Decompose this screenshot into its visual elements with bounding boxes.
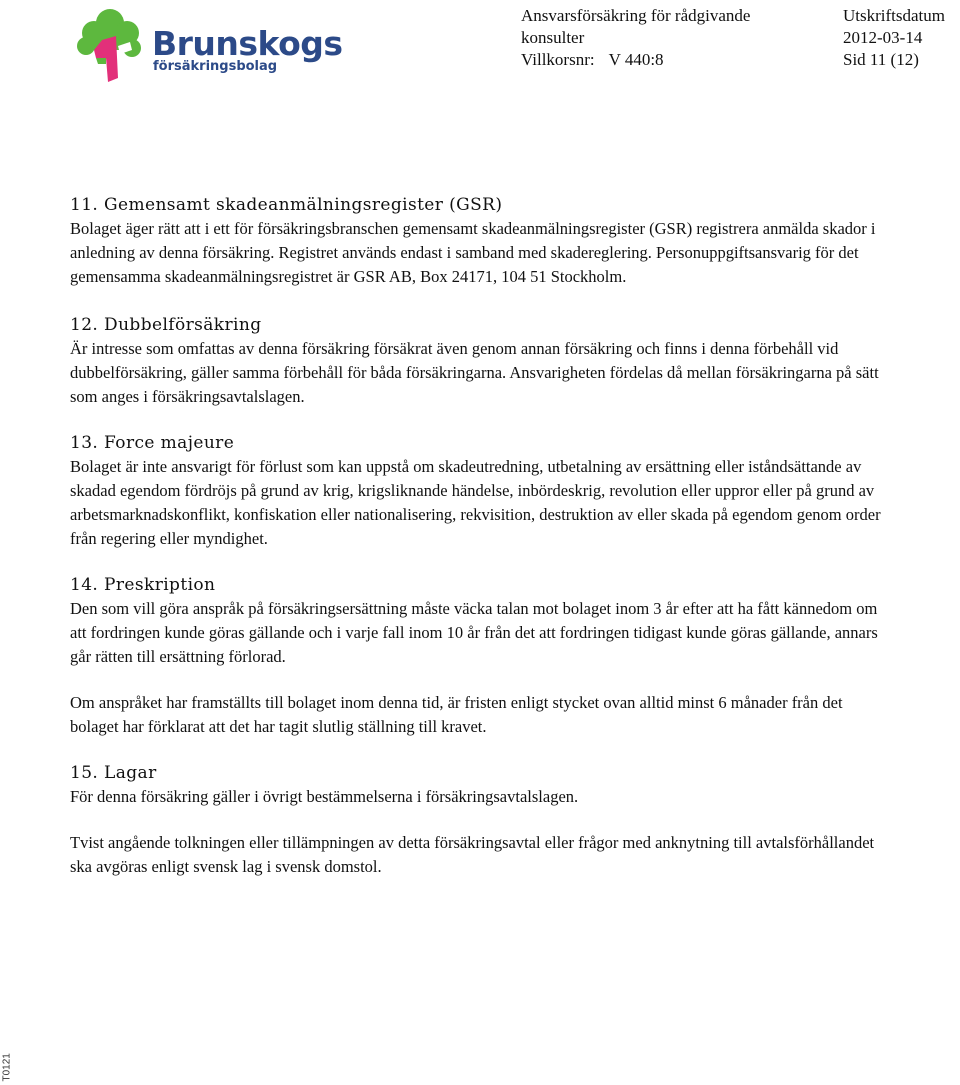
section-heading: 12. Dubbelförsäkring [70, 315, 262, 335]
section-heading: 15. Lagar [70, 763, 157, 783]
section-paragraph: Om anspråket har framställts till bolaget inom denna tid, är fristen enligt stycket ovan alltid minst 6 månader från det bolaget har förklarat att det har tagit slutlig ställning till kravet. [70, 693, 843, 736]
section-heading: 11. Gemensamt skadeanmälningsregister (GSR) [70, 195, 503, 215]
section-paragraph: Bolaget äger rätt att i ett för försäkringsbranschen gemensamt skadeanmälningsregister (GSR) registrera anmälda skador i anledning av denna försäkring. Registret används endast i samband med skadereglering. Personuppgiftsansvarig för det gemensamma skadeanmälningsregistret är GSR AB, Box 24171, 104 51 Stockholm. [70, 219, 876, 286]
villkor-label: Villkorsnr: [521, 50, 595, 69]
page-number: Sid 11 (12) [843, 50, 919, 69]
section-paragraph: Bolaget är inte ansvarigt för förlust som kan uppstå om skadeutredning, utbetalning av ersättning eller iståndsättande av skadad egendom fördröjs på grund av krig, krigsliknande händelse, inbördeskrig, revolution eller uppror eller på grund av arbetsmarknadskonflikt, konfiskation eller nationalisering, rekvisition, destruktion av eller skada på egendom genom order från regering eller myndighet. [70, 457, 881, 548]
section-heading: 13. Force majeure [70, 433, 235, 453]
doc-title-line1: Ansvarsförsäkring för rådgivande [521, 6, 751, 25]
logo-name: Brunskogs [152, 24, 343, 63]
section-paragraph: För denna försäkring gäller i övrigt bestämmelserna i försäkringsavtalslagen. [70, 787, 579, 806]
section-14 [70, 573, 890, 739]
company-logo [72, 6, 343, 86]
section-15 [70, 761, 890, 879]
document-body [70, 193, 890, 879]
villkor-row [521, 49, 750, 71]
section-11 [70, 193, 890, 289]
print-date: 2012-03-14 [843, 28, 923, 47]
section-13 [70, 431, 890, 551]
section-heading: 14. Preskription [70, 575, 216, 595]
section-paragraph: Tvist angående tolkningen eller tillämpningen av detta försäkringsavtal eller frågor med anknytning till avtalsförhållandet ska avgöras enligt svensk lag i svensk domstol. [70, 833, 875, 876]
form-code: T0121 [1, 1053, 13, 1082]
doc-title-line2: konsulter [521, 28, 585, 47]
logo-subtitle: försäkringsbolag [153, 59, 278, 74]
section-paragraph: Är intresse som omfattas av denna försäkring försäkrat även genom annan försäkring och finns i denna förbehåll vid dubbelförsäkring, gäller samma förbehåll för båda försäkringarna. Ansvarigheten fördelas då mellan försäkringarna på sätt som anges i försäkringsavtalslagen. [70, 339, 879, 406]
print-info [843, 5, 945, 71]
tree-logo-icon [72, 6, 150, 86]
section-paragraph: Den som vill göra anspråk på försäkringsersättning måste väcka talan mot bolaget inom 3 år efter att ha fått kännedom om att fordringen kunde göras gällande och i varje fall inom 10 år från det att fordringen tidigast kunde göras gällande, annars går rätten till ersättning förlorad. [70, 599, 878, 666]
document-header [521, 5, 750, 71]
section-12 [70, 313, 890, 409]
villkor-number: V 440:8 [608, 50, 664, 69]
print-date-label: Utskriftsdatum [843, 6, 945, 25]
